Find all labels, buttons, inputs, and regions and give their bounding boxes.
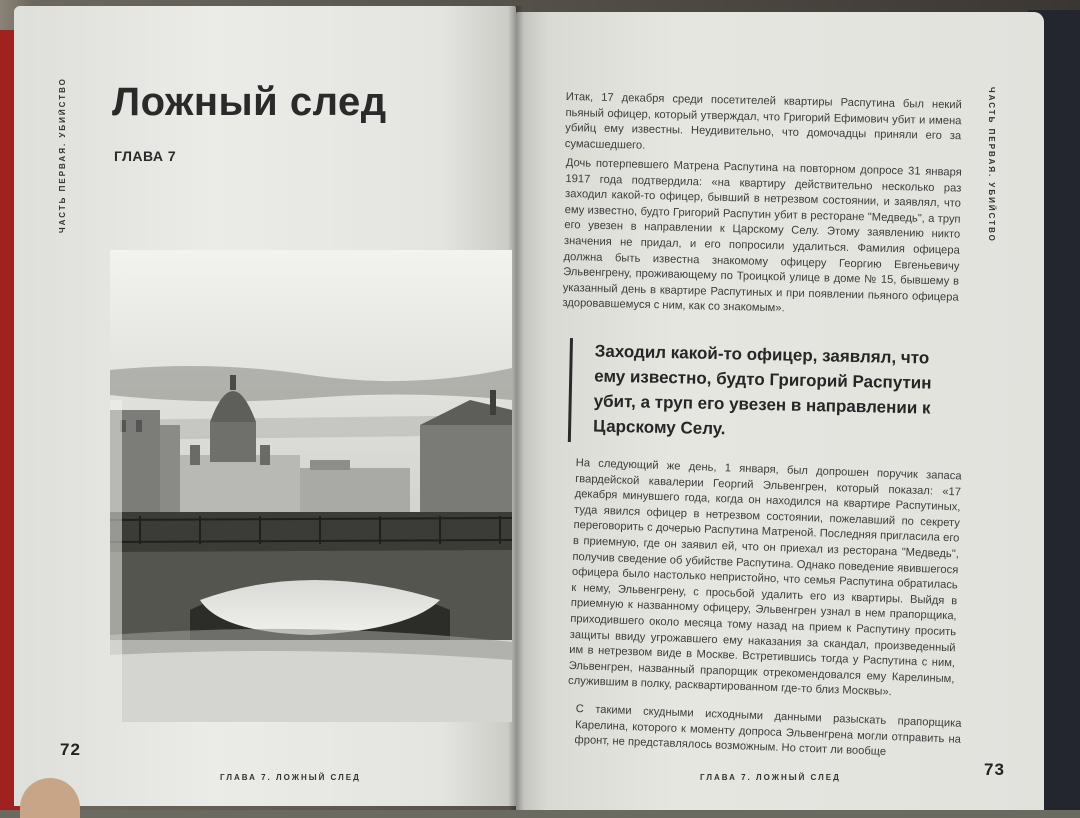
running-footer-left: ГЛАВА 7. ЛОЖНЫЙ СЛЕД <box>220 773 361 782</box>
paragraph: На следующий же день, 1 января, был допрошен поручик запаса гвардейской кавалерии Георгий Эльвенгрен, который показал: «17 декабря минувшего года, когда он находился на квартире Распутиных, туда явился офицер в нетрезвом состоянии, пожелавший по секрету переговорить с дочерью Распутина Матреной. Последняя пригласила его в приемную, где он заявил ей, что он приехал из ресторана "Медведь", получив сведение об убийстве Распутина. Однако поведение явившегося офицера было настолько непристойно, что семья Распутина обратилась к нему, Эльвенгрену, с просьбой удалить его из квартиры. Выйдя в приемную к названному офицеру, Эльвенгрен узнал в нем прапорщика, приходившего около месяца тому назад на прием к Распутину просить защиты ввиду угрожавшего ему наказания за скандал, произведенный им в нетрезвом виде в Москве. Встретившись тогда у Распутина с ним, Эльвенгрен, названный прапорщик отрекомендовался ему Карелиным, служившим в полку, расквартированном где-то близ Москвы». <box>567 456 962 699</box>
chapter-number: ГЛАВА 7 <box>114 148 177 164</box>
running-footer-right: ГЛАВА 7. ЛОЖНЫЙ СЛЕД <box>700 773 841 782</box>
running-head-right: ЧАСТЬ ПЕРВАЯ. УБИЙСТВО <box>987 87 996 243</box>
page-number-right: 73 <box>984 760 1005 779</box>
paragraph: Дочь потерпевшего Матрена Распутина на повторном допросе 31 января 1917 года подтвердила: «на квартиру действительно несколько раз заходил какой-то офицер, бывший в нетрезвом состоянии, и заявлял, что ему известно, будто Григорий Распутин убит в ресторане "Медведь", а труп его увезен в направлении к Царскому Селу. Этому заявлению никто значения не придал, и его попросили удалиться. Фамилия офицера должна быть известна знакомому офицеру Георгию Евгеньевичу Эльвенгрену, проживающему по Троицкой улице в доме № 15, бывшему в указанный день в квартире Распутиных и при появлении пьяного офицера здоровавшемуся с ним, как со знакомым». <box>562 156 962 315</box>
chapter-title: Ложный след <box>112 80 387 124</box>
paragraph: Итак, 17 декабря среди посетителей квартиры Распутина был некий пьяный офицер, который утверждал, что Григорий Ефимович убит и имена убийц ему известны. Неудивительно, что домочадцы приняли его за сумасшедшего. <box>564 90 962 152</box>
pull-quote-text: Заходил какой-то офицер, заявлял, что ему известно, будто Григорий Распутин убит, а труп его увезен в направлении к Царскому Селу. <box>592 341 932 439</box>
page-number-left: 72 <box>60 740 81 759</box>
running-head-left: ЧАСТЬ ПЕРВАЯ. УБИЙСТВО <box>58 77 67 233</box>
city-photo <box>110 250 512 722</box>
pull-quote <box>568 338 963 450</box>
paragraph: С такими скудными исходными данными разыскать прапорщика Карелина, которого к моменту допроса Эльвенгрена могли отправить на фронт, не представлялось возможным. Но стоит ли вообще <box>574 702 962 759</box>
